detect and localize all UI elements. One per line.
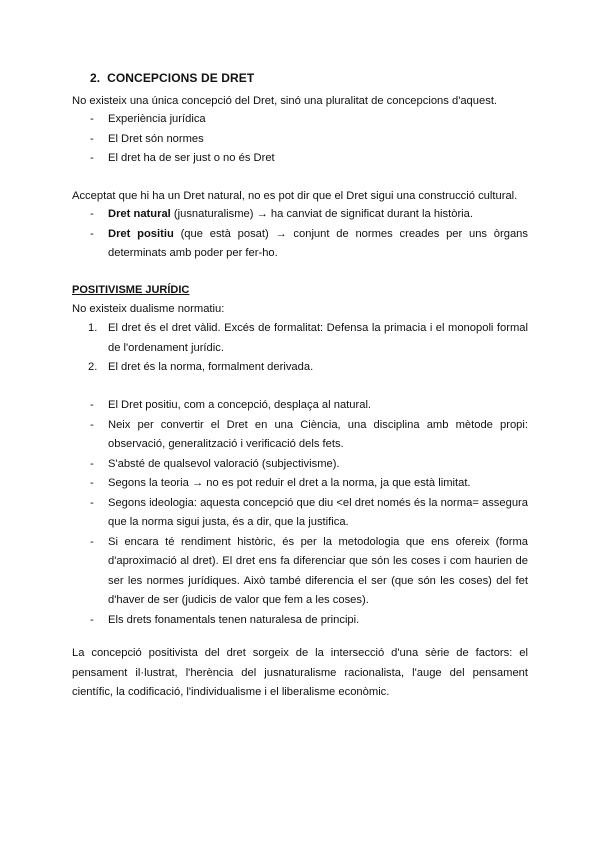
- law-types-list: [72, 205, 528, 264]
- bullet-marker: -: [90, 399, 94, 411]
- section-heading: [90, 71, 254, 85]
- term-positive-law: Dret positiu: [108, 227, 174, 240]
- term-natural-law: Dret natural: [108, 208, 171, 220]
- section-title: CONCEPCIONS DE DRET: [107, 71, 255, 85]
- natural-law-paragraph: Acceptat que hi ha un Dret natural, no es pot dir que el Dret sigui una construcció cultural.: [72, 190, 518, 202]
- list-item: 2. El dret és la norma, formalment derivada.: [72, 358, 528, 378]
- list-item: - El dret ha de ser just o no és Dret: [72, 149, 528, 169]
- bullet-marker: -: [90, 535, 94, 548]
- list-item: - Dret positiu (que està posat) → conjunt de normes creades per uns òrgans determinats amb poder per fer-ho.: [72, 225, 528, 264]
- bullet-marker: -: [90, 613, 94, 626]
- list-item: - S'absté de qualsevol valoració (subjectivisme).: [72, 455, 528, 475]
- bullet-marker: -: [90, 457, 94, 470]
- dualism-paragraph: No existeix dualisme normatiu:: [72, 303, 225, 315]
- list-item: - El Dret són normes: [72, 130, 528, 150]
- bullet-marker: -: [90, 418, 94, 431]
- intro-paragraph: No existeix una única concepció del Dret, sinó una pluralitat de concepcions d'aquest.: [72, 95, 498, 107]
- number-marker: 1.: [88, 322, 98, 334]
- list-item: - Si encara té rendiment històric, és per la metodologia que ens ofereix (forma d'aproximació al dret). El dret ens fa diferenciar que són les coses i com haurien de ser les normes jurídiques. Això també diferencia el ser (que són les coses) del fet d'haver de ser (judicis de valor que fem a les coses).: [72, 533, 528, 611]
- bullet-marker: -: [90, 152, 94, 164]
- list-item: - Experiència jurídica: [72, 110, 528, 130]
- section-number: 2.: [90, 71, 101, 85]
- positivism-subheading: POSITIVISME JURÍDIC: [72, 284, 190, 296]
- bullet-marker: -: [90, 477, 94, 489]
- list-item: - Segons ideologia: aquesta concepció que diu <el dret només és la norma= assegura que la norma sigui justa, és a dir, que la justifica.: [72, 494, 528, 533]
- bullet-marker: -: [90, 132, 94, 145]
- conclusion-paragraph: La concepció positivista del dret sorgeix de la intersecció d'una sèrie de factors: el pensament il·lustrat, l'herència del jusnaturalisme racionalista, l'auge del pensament científic, la codificació, l'individualisme i el liberalisme econòmic.: [72, 647, 528, 698]
- list-item: - Dret natural (jusnaturalisme) → ha canviat de significat durant la història.: [72, 205, 528, 225]
- list-item: - Els drets fonamentals tenen naturalesa de principi.: [72, 611, 528, 631]
- concepts-list: [72, 110, 528, 169]
- bullet-marker: -: [90, 496, 94, 509]
- number-marker: 2.: [88, 361, 98, 373]
- bullet-marker: -: [90, 113, 94, 125]
- list-item: - El Dret positiu, com a concepció, desplaça al natural.: [72, 396, 528, 416]
- list-item: - Segons la teoria → no es pot reduir el dret a la norma, ja que està limitat.: [72, 474, 528, 494]
- numbered-list: [72, 319, 528, 378]
- list-item: 1. El dret és el dret vàlid. Excés de formalitat: Defensa la primacia i el monopoli formal de l'ordenament jurídic.: [72, 319, 528, 358]
- positivism-features-list: [72, 396, 528, 630]
- bullet-marker: -: [90, 227, 94, 240]
- bullet-marker: -: [90, 208, 94, 220]
- list-item: - Neix per convertir el Dret en una Ciència, una disciplina amb mètode propi: observació, generalització i verificació dels fets.: [72, 416, 528, 455]
